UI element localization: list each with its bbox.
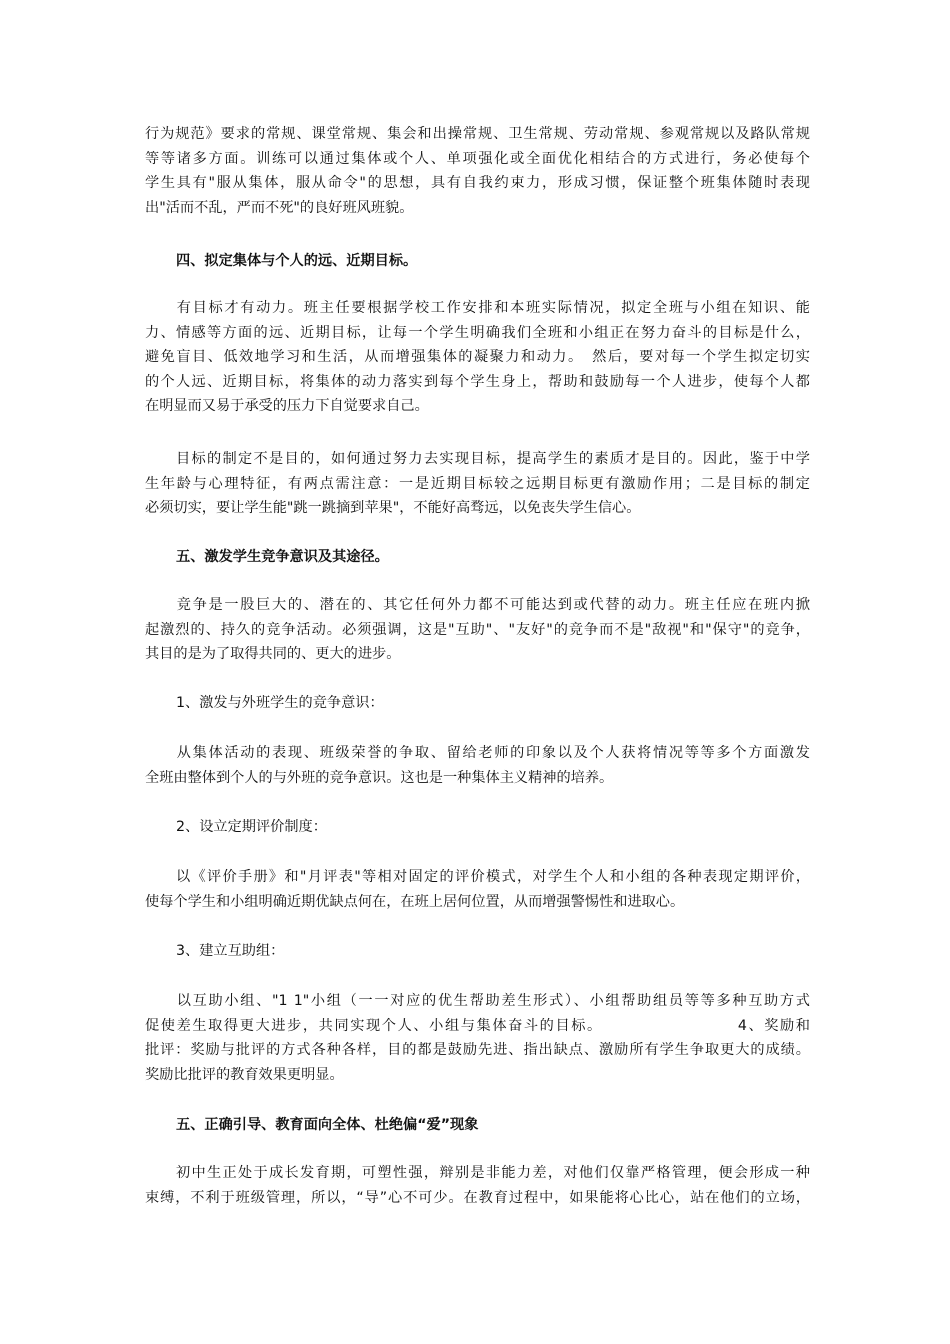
text-line: 避免盲目、低效地学习和生活，从而增强集体的凝聚力和动力。 然后，要对每一个学生拟定切实 (145, 349, 810, 365)
text-line: 目标的制定不是目的，如何通过努力去实现目标，提高学生的素质才是目的。因此，鉴于中学 (145, 451, 810, 467)
text-line: 全班由整体到个人的与外班的竞争意识。这也是一种集体主义精神的培养。 (145, 769, 614, 786)
text-line: 使每个学生和小组明确近期优缺点何在，在班上居何位置，从而增强警惕性和进取心。 (145, 893, 685, 910)
text-line: 以互助小组、"1 1"小组（一一对应的优生帮助差生形式）、小组帮助组员等等多种互助方式 (145, 993, 810, 1009)
paragraph-competition (145, 593, 810, 667)
paragraph-periodic-evaluation (145, 865, 810, 914)
text-line: 等等诸多方面。训练可以通过集体或个人、单项强化或全面优化相结合的方式进行，务必使每个 (145, 150, 810, 167)
text-line: 学生具有"服从集体，服从命令"的思想，具有自我约束力，形成习惯，保证整个班集体随时表现 (145, 175, 810, 191)
paragraph-guidance (145, 1161, 810, 1210)
text-line: 以《评价手册》和"月评表"等相对固定的评价模式，对学生个人和小组的各种表现定期评价， (145, 869, 810, 885)
text-line: 行为规范》要求的常规、课堂常规、集会和出操常规、卫生常规、劳动常规、参观常规以及路队常规 (145, 126, 810, 142)
text-line: 批评：奖励与批评的方式各种各样，目的都是鼓励先进、指出缺点、激励所有学生争取更大的成绩。 (145, 1042, 810, 1058)
paragraph-goal-setting (145, 447, 810, 521)
text-line: 起激烈的、持久的竞争活动。必须强调，这是"互助"、"友好"的竞争而不是"敌视"和"保守"的竞争， (145, 621, 810, 638)
text-line: 竞争是一股巨大的、潜在的、其它任何外力都不可能达到或代替的动力。班主任应在班内掀 (145, 597, 810, 613)
text-line: 促使差生取得更大进步，共同实现个人、小组与集体奋斗的目标。 4、奖励和 (145, 1017, 810, 1034)
paragraph-external-competition (145, 741, 810, 790)
text-line: 出"活而不乱，严而不死"的良好班风班貌。 (145, 199, 414, 216)
subheading-external-competition: 1、激发与外班学生的竞争意识： (176, 695, 384, 711)
section-heading-goals: 四、拟定集体与个人的远、近期目标。 (176, 253, 418, 269)
text-line: 力、情感等方面的远、近期目标，让每一个学生明确我们全班和小组正在努力奋斗的目标是什么， (145, 324, 810, 341)
text-line: 有目标才有动力。班主任要根据学校工作安排和本班实际情况，拟定全班与小组在知识、能 (145, 300, 810, 316)
text-line: 奖励比批评的教育效果更明显。 (145, 1066, 344, 1083)
text-line: 在明显而又易于承受的压力下自觉要求自己。 (145, 398, 429, 414)
paragraph-goals-motivation (145, 296, 810, 419)
text-line: 的个人远、近期目标，将集体的动力落实到每个学生身上，帮助和鼓励每一个人进步，使每个人都 (145, 373, 810, 390)
text-line: 必须切实，要让学生能"跳一跳摘到苹果"，不能好高骛远，以免丧失学生信心。 (145, 500, 641, 516)
paragraph-mutual-aid-and-rewards (145, 989, 810, 1087)
text-line: 生年龄与心理特征，有两点需注意：一是近期目标较之远期目标更有激励作用；二是目标的制定 (145, 475, 810, 492)
subheading-periodic-evaluation: 2、设立定期评价制度： (176, 819, 327, 835)
text-line: 其目的是为了取得共同的、更大的进步。 (145, 646, 401, 662)
text-line: 束缚，不利于班级管理，所以，“导”心不可少。在教育过程中，如果能将心比心，站在他们的立场， (145, 1189, 810, 1206)
section-heading-guidance: 五、正确引导、教育面向全体、杜绝偏“爱”现象 (176, 1117, 479, 1133)
subheading-mutual-aid-groups: 3、建立互助组： (176, 943, 285, 959)
text-line: 初中生正处于成长发育期，可塑性强，辩别是非能力差，对他们仅靠严格管理，便会形成一种 (145, 1165, 810, 1181)
section-heading-competition: 五、激发学生竞争意识及其途径。 (176, 549, 389, 565)
text-line: 从集体活动的表现、班级荣誉的争取、留给老师的印象以及个人获将情况等等多个方面激发 (145, 745, 810, 761)
paragraph-behavior-norms (145, 122, 810, 220)
